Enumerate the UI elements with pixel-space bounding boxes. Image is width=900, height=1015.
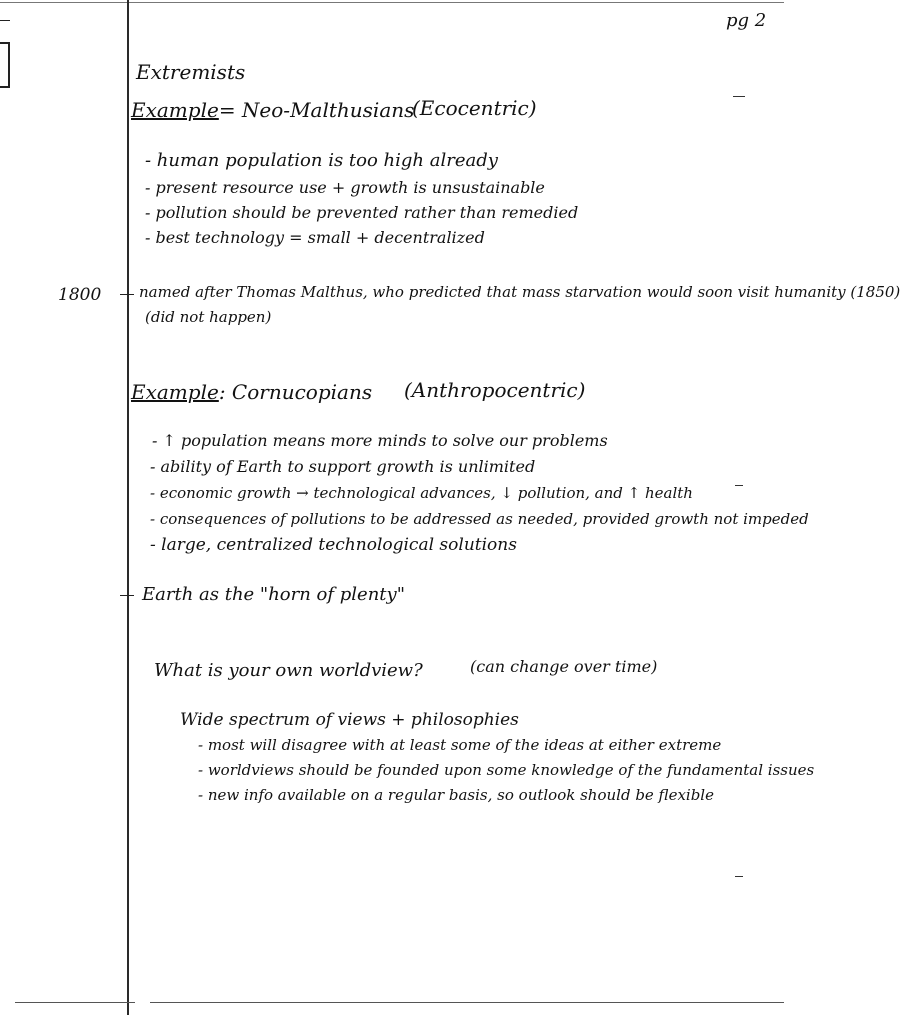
corn-bullet: - ↑ population means more minds to solve our problems <box>152 431 608 450</box>
neo-bullet: - best technology = small + decentralized <box>145 228 485 247</box>
stray-mark <box>733 96 745 97</box>
corn-bullet: - large, centralized technological solutions <box>150 535 517 555</box>
malthus-note-outcome: (did not happen) <box>145 308 272 326</box>
neo-bullet: - present resource use + growth is unsustainable <box>145 178 545 197</box>
punch-hole <box>0 42 10 88</box>
margin-year: 1800 <box>58 285 102 305</box>
example-neo-line <box>131 98 414 122</box>
margin-tick <box>120 595 134 596</box>
example-label: Example <box>131 98 219 122</box>
worldview-bullet: - most will disagree with at least some of the ideas at either extreme <box>198 736 722 754</box>
worldview-bullet: - worldviews should be founded upon some knowledge of the fundamental issues <box>198 761 815 779</box>
ecocentric-tag: (Ecocentric) <box>412 96 537 120</box>
worldview-subheading: Wide spectrum of views + philosophies <box>180 710 519 730</box>
worldview-bullet: - new info available on a regular basis, so outlook should be flexible <box>198 786 714 804</box>
corn-bullet: - ability of Earth to support growth is unlimited <box>150 457 536 476</box>
bottom-rule <box>150 1002 784 1003</box>
worldview-aside: (can change over time) <box>470 657 658 676</box>
cornucopians-title: : Cornucopians <box>218 380 373 404</box>
bottom-rule-left <box>15 1002 135 1003</box>
top-edge <box>0 2 784 3</box>
anthropocentric-tag: (Anthropocentric) <box>404 378 586 402</box>
corn-bullet: - consequences of pollutions to be addressed as needed, provided growth not impeded <box>150 510 809 528</box>
worldview-question: What is your own worldview? <box>154 660 423 681</box>
binding-mark <box>0 20 10 21</box>
example-corn-line <box>131 380 372 404</box>
margin-tick <box>120 294 134 295</box>
neo-malthusians-title: = Neo-Malthusians <box>218 98 415 122</box>
neo-bullet: - human population is too high already <box>145 150 498 171</box>
corn-bullet: - economic growth → technological advances, ↓ pollution, and ↑ health <box>150 484 693 502</box>
horn-of-plenty-note: Earth as the "horn of plenty" <box>142 584 405 605</box>
margin-rule <box>127 0 129 1015</box>
page-number: pg 2 <box>726 10 767 31</box>
heading-extremists: Extremists <box>136 60 246 84</box>
malthus-note: named after Thomas Malthus, who predicted that mass starvation would soon visit humanity (1850) <box>139 283 900 301</box>
example-label: Example <box>131 380 219 404</box>
neo-bullet: - pollution should be prevented rather than remedied <box>145 203 579 222</box>
stray-mark <box>735 485 743 486</box>
stray-mark <box>735 876 743 877</box>
